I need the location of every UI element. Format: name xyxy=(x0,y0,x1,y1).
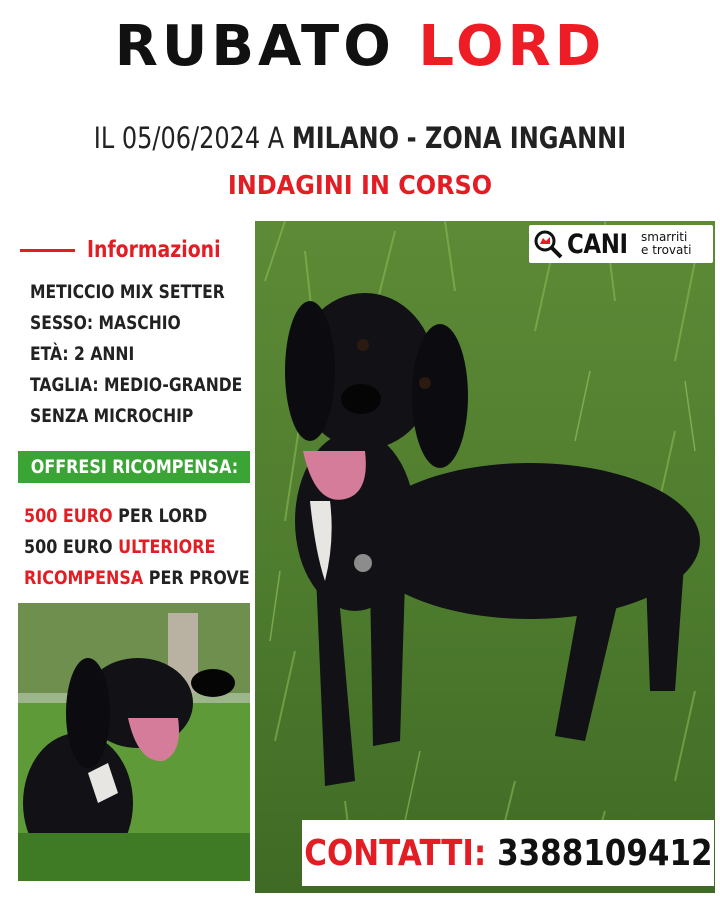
contact-phone[interactable]: 3388109412 xyxy=(496,832,713,874)
poster-title xyxy=(0,14,720,80)
title-dog-name: LORD xyxy=(418,14,606,79)
reward-banner-text: OFFRESI RICOMPENSA: xyxy=(30,456,238,478)
contact-box xyxy=(302,820,714,886)
info-item-size: TAGLIA: MEDIO-GRANDE xyxy=(30,374,243,396)
date-text: IL 05/06/2024 A xyxy=(93,121,285,155)
logo-line2: e trovati xyxy=(641,243,692,257)
reward-amount-1: 500 EURO xyxy=(24,505,113,527)
reward-line-1 xyxy=(24,501,217,532)
heading-divider xyxy=(20,249,75,252)
reward-word: RICOMPENSA xyxy=(24,567,144,589)
title-word-stolen: RUBATO xyxy=(114,14,395,79)
reward-extra-word: ULTERIORE xyxy=(118,536,216,558)
info-panel xyxy=(6,221,255,893)
reward-amount-2: 500 EURO xyxy=(24,536,113,558)
date-location-line xyxy=(29,116,691,160)
reward-purpose-1: PER LORD xyxy=(118,505,208,527)
logo-subtext xyxy=(641,231,691,257)
contact-label: CONTATTI: xyxy=(303,832,486,874)
info-item-age: ETÀ: 2 ANNI xyxy=(30,343,135,365)
magnifier-dog-icon xyxy=(533,229,563,259)
reward-line-3 xyxy=(24,563,250,594)
logo-line1: smarriti xyxy=(641,230,688,244)
reward-line-2 xyxy=(24,532,217,563)
secondary-dog-photo xyxy=(18,603,250,881)
reward-purpose-2: PER PROVE xyxy=(148,567,250,589)
info-list xyxy=(30,277,255,432)
info-item-breed: METICCIO MIX SETTER xyxy=(30,281,225,303)
reward-details xyxy=(24,501,254,594)
investigation-status: INDAGINI IN CORSO xyxy=(227,171,493,201)
reward-banner xyxy=(18,451,250,483)
main-dog-photo xyxy=(255,221,715,893)
info-item-microchip: SENZA MICROCHIP xyxy=(30,405,194,427)
zone-text: - ZONA INGANNI xyxy=(406,121,627,155)
info-item-sex: SESSO: MASCHIO xyxy=(30,312,181,334)
cani-smarriti-logo xyxy=(529,225,713,263)
info-heading-text: Informazioni xyxy=(87,237,221,263)
city-text: MILANO xyxy=(291,121,400,155)
info-heading xyxy=(20,235,250,265)
logo-main-text: CANI xyxy=(567,228,628,260)
